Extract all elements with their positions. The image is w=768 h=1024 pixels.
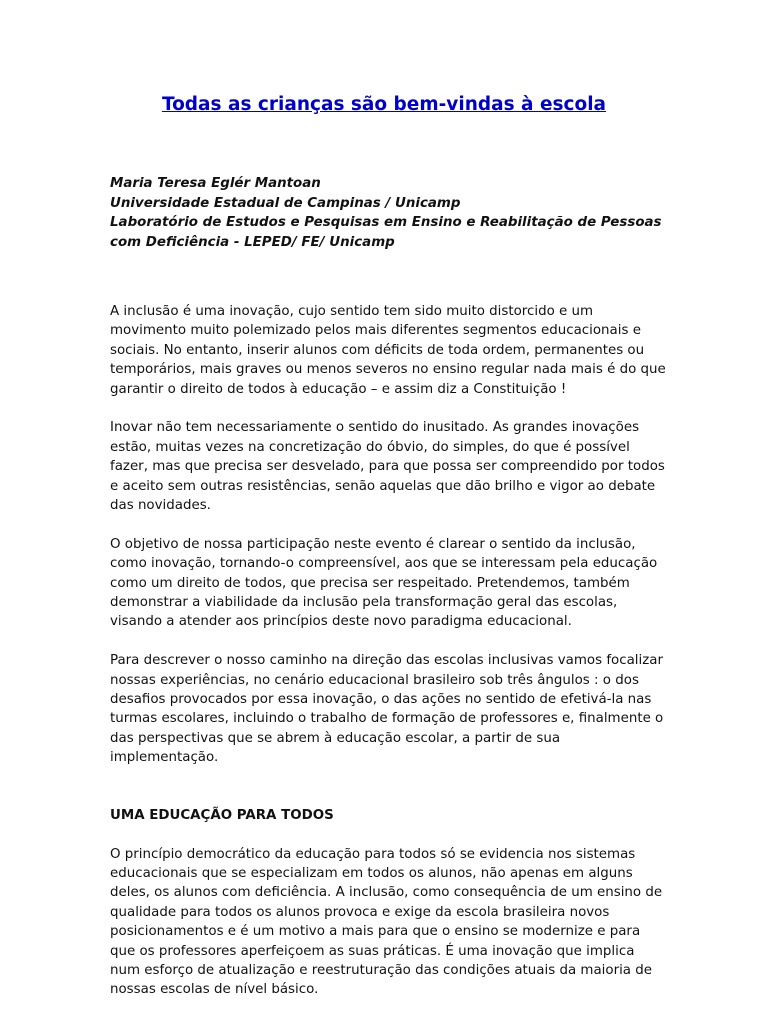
body-paragraph-2: Inovar não tem necessariamente o sentido do inusitado. As grandes inovações estão, muitas vezes na concretização do óbvio, do simples, do que é possível fazer, mas que precisa ser desvelado, para que possa ser compreendido por todos e aceito sem outras resistências, senão aquelas que dão brilho e vigor ao debate das novidades.	[110, 420, 665, 514]
author-university: Universidade Estadual de Campinas / Unicamp	[110, 195, 461, 211]
author-laboratory-line-2: com Deficiência - LEPED/ FE/ Unicamp	[110, 234, 395, 250]
section-paragraph-1: O princípio democrático da educação para todos só se evidencia nos sistemas educacionais que se especializam em todos os alunos, não apenas em alguns deles, os alunos com deficiência. A inclusão, como consequência de um ensino de qualidade para todos os alunos provoca e exige da escola brasileira novos posicionamentos e é um motivo a mais para que o ensino se modernize e para que os professores aperfeiçoem as suas práticas. É uma inovação que implica num esforço de atualização e reestruturação das condições atuais da maioria de nossas escolas de nível básico.	[110, 846, 663, 998]
section-heading: UMA EDUCAÇÃO PARA TODOS	[110, 807, 334, 823]
body-paragraph-4: Para descrever o nosso caminho na direção das escolas inclusivas vamos focalizar nossas experiências, no cenário educacional brasileiro sob três ângulos : o dos desafios provocados por essa inovação, o das ações no sentido de efetivá-la nas turmas escolares, incluindo o trabalho de formação de professores e, finalmente o das perspectivas que se abrem à educação escolar, a partir de sua implementação.	[110, 653, 664, 766]
body-paragraph-3: O objetivo de nossa participação neste evento é clarear o sentido da inclusão, como inovação, tornando-o compreensível, aos que se interessam pela educação como um direito de todos, que precisa ser respeitado. Pretendemos, também demonstrar a viabilidade da inclusão pela transformação geral das escolas, visando a atender aos princípios deste novo paradigma educacional.	[110, 536, 658, 630]
author-laboratory-line-1: Laboratório de Estudos e Pesquisas em Ensino e Reabilitação de Pessoas	[110, 215, 662, 230]
body-paragraph-1: A inclusão é uma inovação, cujo sentido tem sido muito distorcido e um movimento muito polemizado pelos mais diferentes segmentos educacionais e sociais. No entanto, inserir alunos com déficits de toda ordem, permanentes ou temporários, mais graves ou menos severos no ensino regular nada mais é do que garantir o direito de todos à educação – e assim diz a Constituição !	[110, 304, 666, 397]
author-block	[110, 174, 670, 252]
document-title	[0, 92, 768, 118]
author-name: Maria Teresa Eglér Mantoan	[110, 176, 321, 191]
title-link[interactable]: Todas as crianças são bem-vindas à escola	[161, 94, 607, 115]
document-body	[110, 302, 666, 1019]
